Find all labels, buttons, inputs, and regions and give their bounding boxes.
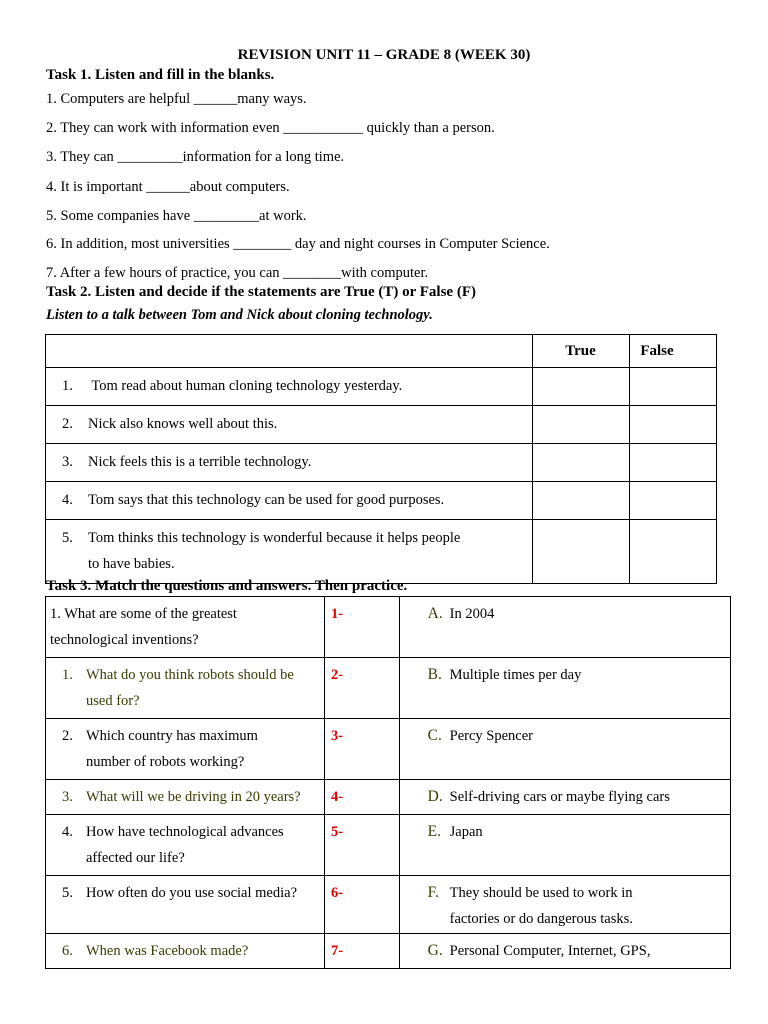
statement-text: Tom read about human cloning technology yesterday. [88, 378, 403, 394]
true-answer-cell[interactable] [533, 406, 630, 444]
statement-cell [46, 368, 533, 406]
question-text: Which country has maximum [86, 728, 258, 744]
match-number[interactable]: 1- [324, 597, 399, 658]
false-answer-cell[interactable] [630, 368, 717, 406]
answer-text: Self-driving cars or maybe flying cars [449, 789, 670, 805]
table-row [46, 368, 717, 406]
table-header-row [46, 335, 717, 368]
page-title: REVISION UNIT 11 – GRADE 8 (WEEK 30) [237, 47, 531, 63]
task1-line-4: 4. It is important ______about computers. [46, 179, 290, 195]
answer-letter: F. [427, 884, 439, 901]
statement-number: 1. [62, 378, 73, 394]
question-text: When was Facebook made? [86, 943, 249, 959]
answer-text: Personal Computer, Internet, GPS, [449, 943, 651, 959]
table-row [46, 719, 731, 780]
statement-cell [46, 406, 533, 444]
question-number: 6. [62, 943, 73, 959]
question-number: 5. [62, 885, 73, 901]
task1-line-5: 5. Some companies have _________at work. [46, 208, 307, 224]
false-answer-cell[interactable] [630, 444, 717, 482]
statement-cell [46, 482, 533, 520]
question-cell [46, 780, 325, 815]
task1-line-3: 3. They can _________information for a long time. [46, 149, 345, 165]
task2-subheading: Listen to a talk between Tom and Nick about cloning technology. [46, 307, 433, 323]
statement-text-cont: to have babies. [88, 556, 175, 572]
true-answer-cell[interactable] [533, 368, 630, 406]
answer-cell [399, 597, 730, 658]
statement-text: Tom thinks this technology is wonderful because it helps people [88, 530, 461, 546]
match-number[interactable]: 6- [324, 876, 399, 934]
answer-text: Multiple times per day [449, 667, 582, 683]
false-answer-cell[interactable] [630, 482, 717, 520]
answer-text: They should be used to work in [449, 885, 633, 901]
question-text-cont: affected our life? [86, 850, 185, 866]
answer-cell [399, 934, 730, 969]
question-text: What will we be driving in 20 years? [86, 789, 301, 805]
table-row [46, 780, 731, 815]
question-number: 4. [62, 824, 73, 840]
answer-letter: A. [427, 605, 443, 622]
question-text-cont: number of robots working? [86, 754, 245, 770]
question-text: 1. What are some of the greatest [50, 606, 237, 622]
question-number: 1. [62, 667, 73, 683]
answer-cell [399, 658, 730, 719]
match-number[interactable]: 2- [324, 658, 399, 719]
task1-line-2: 2. They can work with information even ___________ quickly than a person. [46, 120, 495, 136]
question-text-cont: technological inventions? [50, 632, 199, 648]
statement-cell [46, 520, 533, 584]
task1-line-6: 6. In addition, most universities ________ day and night courses in Computer Science. [46, 236, 550, 252]
answer-letter: C. [427, 727, 442, 744]
table-row [46, 934, 731, 969]
false-answer-cell[interactable] [630, 520, 717, 584]
question-cell [46, 658, 325, 719]
true-answer-cell[interactable] [533, 520, 630, 584]
statement-text: Nick also knows well about this. [88, 416, 278, 432]
question-cell [46, 597, 325, 658]
answer-cell [399, 876, 730, 934]
table-row [46, 520, 717, 584]
task3-heading: Task 3. Match the questions and answers. Then practice. [46, 578, 408, 594]
table-row [46, 597, 731, 658]
table-row [46, 815, 731, 876]
match-number[interactable]: 3- [324, 719, 399, 780]
task1-line-1: 1. Computers are helpful ______many ways. [46, 91, 307, 107]
answer-text: In 2004 [449, 606, 495, 622]
question-text-cont: used for? [86, 693, 140, 709]
table-row [46, 482, 717, 520]
statement-header [46, 335, 533, 368]
task1-heading: Task 1. Listen and fill in the blanks. [46, 67, 275, 83]
question-cell [46, 876, 325, 934]
statement-number: 5. [62, 530, 73, 546]
answer-cell [399, 719, 730, 780]
answer-letter: D. [427, 788, 443, 805]
table-row [46, 876, 731, 934]
answer-text-cont: factories or do dangerous tasks. [449, 911, 633, 927]
answer-text: Japan [449, 824, 483, 840]
true-false-table [45, 334, 717, 584]
question-cell [46, 934, 325, 969]
matching-table [45, 596, 731, 969]
false-header: False [630, 335, 717, 368]
task1-line-7: 7. After a few hours of practice, you can ________with computer. [46, 265, 429, 281]
question-text: How have technological advances [86, 824, 284, 840]
answer-letter: G. [427, 942, 443, 959]
answer-cell [399, 815, 730, 876]
question-cell [46, 719, 325, 780]
answer-letter: E. [427, 823, 441, 840]
statement-text: Nick feels this is a terrible technology. [88, 454, 312, 470]
statement-cell [46, 444, 533, 482]
question-text: What do you think robots should be [86, 667, 294, 683]
false-answer-cell[interactable] [630, 406, 717, 444]
answer-letter: B. [427, 666, 442, 683]
true-header: True [533, 335, 630, 368]
match-number[interactable]: 7- [324, 934, 399, 969]
statement-number: 4. [62, 492, 73, 508]
statement-number: 2. [62, 416, 73, 432]
statement-number: 3. [62, 454, 73, 470]
question-number: 2. [62, 728, 73, 744]
question-cell [46, 815, 325, 876]
question-text: How often do you use social media? [86, 885, 298, 901]
answer-text: Percy Spencer [449, 728, 533, 744]
true-answer-cell[interactable] [533, 482, 630, 520]
match-number[interactable]: 5- [324, 815, 399, 876]
table-row [46, 658, 731, 719]
match-number[interactable]: 4- [324, 780, 399, 815]
table-row [46, 444, 717, 482]
task2-heading: Task 2. Listen and decide if the statements are True (T) or False (F) [46, 284, 476, 300]
table-row [46, 406, 717, 444]
answer-cell [399, 780, 730, 815]
true-answer-cell[interactable] [533, 444, 630, 482]
question-number: 3. [62, 789, 73, 805]
statement-text: Tom says that this technology can be used for good purposes. [88, 492, 445, 508]
